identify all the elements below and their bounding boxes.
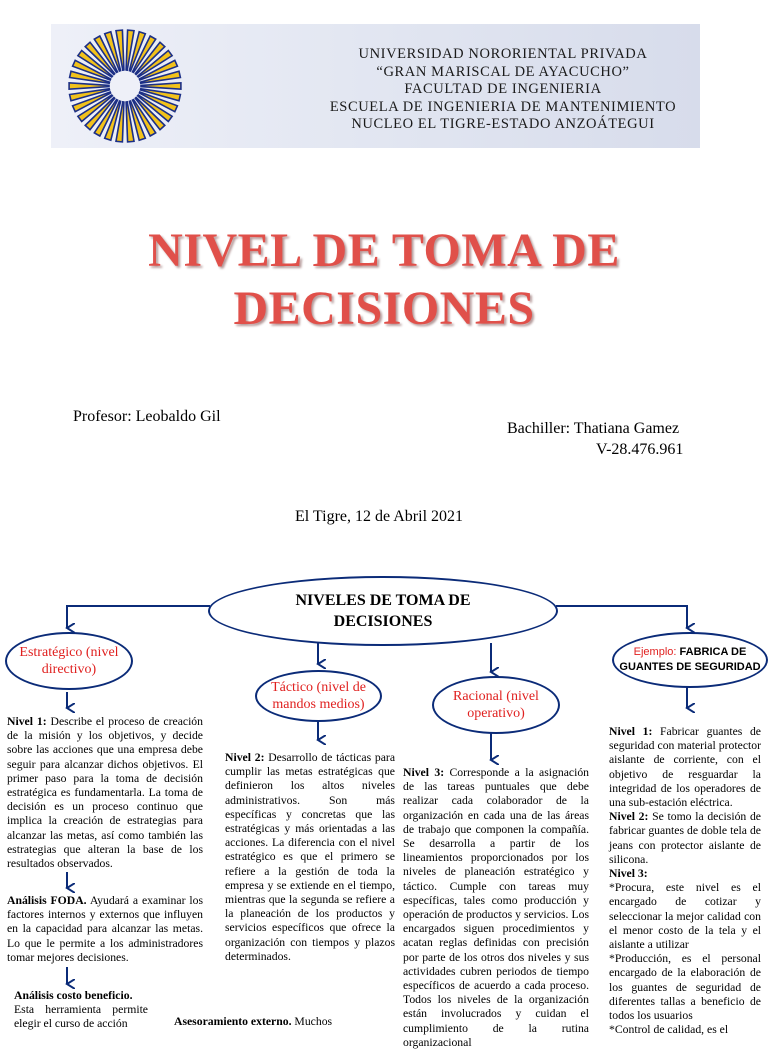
tactico-line-1: Táctico (nivel de (271, 680, 366, 695)
header-line: FACULTAD DE INGENIERIA (404, 81, 602, 97)
foda-text: Ayudará a examinar los factores internos y externos que influyen en la capacidad para alcanzar las metas. Lo que le permite a los administradores tomar mejores decisiones. (7, 894, 204, 964)
asesor-label: Asesoramiento externo. (174, 1015, 292, 1028)
racional-line-1: Racional (nivel (453, 689, 539, 704)
ejemplo-line-2: GUANTES DE SEGURIDAD (619, 661, 761, 673)
asesor-paragraph (174, 1015, 360, 1029)
ej-produccion-text: *Producción, es el personal encargado de la elaboración de los guantes de seguridad de diferentes tallas a beneficio de todos los usuarios (609, 952, 761, 1023)
header-line: UNIVERSIDAD NORORIENTAL PRIVADA (358, 46, 648, 62)
document-title (84, 222, 684, 338)
central-line-1: NIVELES DE TOMA DE (295, 592, 471, 609)
nivel3-label: Nivel 3: (403, 766, 445, 779)
nivel2-paragraph (225, 751, 395, 964)
header-line: “GRAN MARISCAL DE AYACUCHO” (376, 63, 630, 80)
connector-estrategico (67, 606, 210, 628)
costo-label: Análisis costo beneficio. (14, 989, 133, 1002)
logo-ray (69, 83, 109, 89)
ejemplo-prefix: Ejemplo: (633, 646, 680, 658)
central-ellipse-niveles (208, 576, 558, 646)
ej-nivel1-text: Fabricar guantes de seguridad con material protector aislante de corriente, con el objetivo de resguardar la integridad de los operadores de una sub-estación eléctrica. (609, 725, 761, 810)
header-line: ESCUELA DE INGENIERIA DE MANTENIMIENTO (329, 98, 677, 115)
university-name-block (313, 46, 693, 134)
costo-text: Esta herramienta permite elegir el curso de acción (14, 1003, 148, 1031)
ejemplo-line-1: FABRICA DE (679, 646, 747, 658)
university-logo-sunburst (63, 28, 187, 144)
nivel1-text: Describe el proceso de creación de la misión y los objetivos, y decide sobre las acciones que una empresa debe seguir para alcanzar dichos objetivos. El primer paso para la toma de decisión estratégica es fundamentarla. La toma de decisión es un proceso continuo que implica la creación de estrategias para alcanzar las metas, así como también las estrategias que alteran la base de los resultados observados. (7, 715, 203, 871)
university-header-banner (51, 24, 700, 148)
title-line-1: NIVEL DE TOMA DE (148, 224, 620, 277)
foda-label: Análisis FODA. (7, 894, 87, 907)
ej-procura-text: *Procura, este nivel es el encargado de cotizar y seleccionar la mejor calidad con el menor costo de la tela y el aislante a utilizar (609, 881, 761, 952)
ellipse-ejemplo (612, 632, 768, 688)
ejemplo-paragraph (609, 725, 761, 1037)
bachiller-label: Bachiller: Thatiana Gamez (507, 420, 680, 437)
ellipse-tactico (255, 670, 382, 722)
nivel1-label: Nivel 1: (7, 715, 47, 728)
estrategico-line-2: directivo) (41, 662, 97, 677)
ellipse-racional (432, 676, 560, 734)
racional-line-2: operativo) (467, 706, 525, 721)
logo-ray (141, 83, 181, 89)
estrategico-line-1: Estratégico (nivel (19, 645, 119, 660)
nivel1-paragraph (7, 715, 203, 871)
title-line-2: DECISIONES (233, 282, 535, 335)
ej-nivel1-label: Nivel 1: (609, 725, 653, 738)
ej-nivel2-text: Se tomo la decisión de fabricar guantes de doble tela de jeans con protector aislante de silicona. (609, 810, 761, 866)
nivel3-paragraph (403, 766, 589, 1050)
nivel2-text: Desarrollo de tácticas para cumplir las metas estratégicas que definieron los altos niveles administrativos. Son más específicas y concretas que las estratégicas y más orientadas a las acciones. La diferencia con el nivel estratégico es que el primero se refiere a la gestión de toda la empresa y se extiende en el tiempo, mientras que la segunda se refiere a la planeación de los productos y servicios específicos que ofrece la organización con tiempos y plazos determinados. (225, 751, 396, 963)
ellipse-estrategico (5, 632, 133, 690)
nivel3-text: Corresponde a la asignación de las tareas puntuales que debe realizar cada colaborador de la organización en cada una de las áreas de trabajo que componen la compañía. Se desarrolla a partir de los lineamientos proporcionados por los niveles de planeación estratégico y táctico. Cumple con tareas muy específicas, tales como producción y operación de productos y servicios. Los encargados siguen procedimientos y acatan reglas definidas con precisión por parte de los otros dos niveles y sus actividades cubren periodos de tiempo específicos de acuerdo a cada proceso. Todos los niveles de la organización están involucrados y cuidan el cumplimiento de la rutina organizacional (403, 766, 590, 1049)
nivel2-label: Nivel 2: (225, 751, 265, 764)
costo-paragraph (14, 989, 148, 1032)
ej-nivel2-label: Nivel 2: (609, 810, 649, 824)
tactico-line-2: mandos medios) (272, 697, 365, 712)
logo-center (110, 71, 140, 101)
cedula-label: V-28.476.961 (596, 441, 684, 458)
ej-control-text: *Control de calidad, es el (609, 1023, 729, 1037)
fecha-label: El Tigre, 12 de Abril 2021 (295, 508, 464, 525)
central-line-2: DECISIONES (333, 613, 433, 630)
connector-ejemplo (556, 606, 687, 628)
profesor-label: Profesor: Leobaldo Gil (73, 408, 221, 425)
ej-nivel3-label: Nivel 3: (609, 867, 648, 881)
foda-paragraph (7, 894, 203, 965)
header-line: NUCLEO EL TIGRE-ESTADO ANZOÁTEGUI (351, 116, 655, 132)
asesor-text: Muchos (291, 1015, 333, 1028)
